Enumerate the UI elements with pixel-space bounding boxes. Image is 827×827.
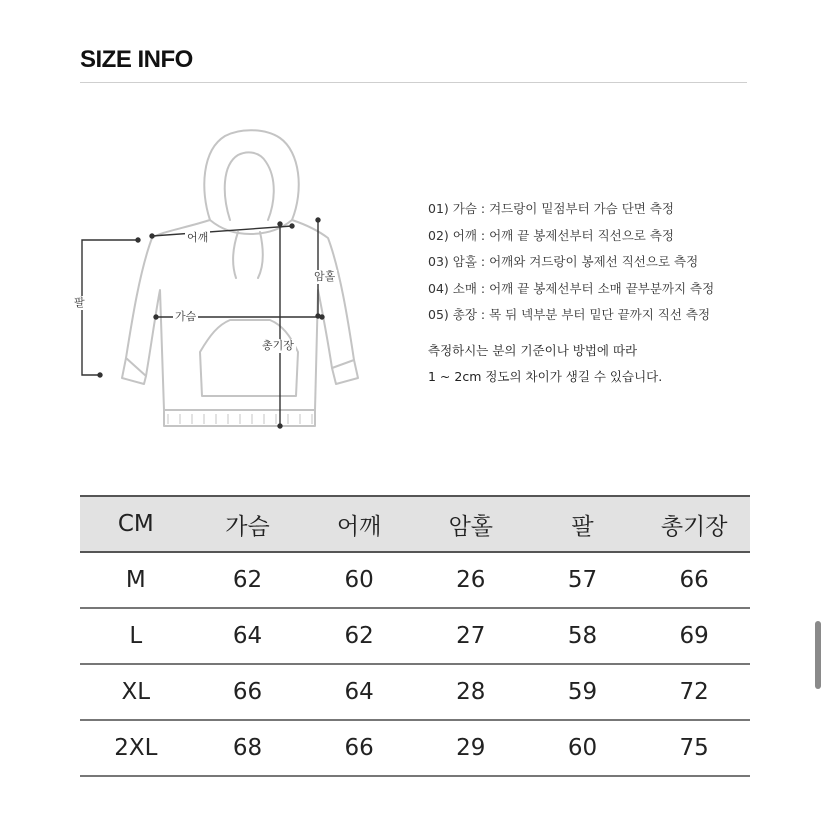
sleeve-label: 팔 bbox=[74, 296, 85, 309]
length-label: 총기장 bbox=[262, 339, 294, 352]
size-table bbox=[80, 495, 750, 777]
sleeve-cell: 58 bbox=[527, 608, 639, 664]
length-cell: 75 bbox=[638, 720, 750, 776]
note-line: 측정하시는 분의 기준이나 방법에 따라 bbox=[428, 343, 638, 358]
length-cell: 72 bbox=[638, 664, 750, 720]
shoulder-cell: 60 bbox=[303, 552, 415, 608]
shoulder-cell: 62 bbox=[303, 608, 415, 664]
sleeve-cell: 60 bbox=[527, 720, 639, 776]
note-line: 1 ~ 2cm 정도의 차이가 생길 수 있습니다. bbox=[428, 369, 663, 384]
shoulder-label: 어깨 bbox=[187, 231, 209, 244]
size-cell: 2XL bbox=[80, 720, 192, 776]
header-chest: 가슴 bbox=[192, 496, 304, 552]
header-length: 총기장 bbox=[638, 496, 750, 552]
header-unit: CM bbox=[80, 496, 192, 552]
scrollbar-thumb[interactable] bbox=[815, 621, 821, 689]
page-title: SIZE INFO bbox=[80, 46, 193, 73]
sleeve-cell: 59 bbox=[527, 664, 639, 720]
shoulder-cell: 66 bbox=[303, 720, 415, 776]
armhole-cell: 26 bbox=[415, 552, 527, 608]
chest-cell: 64 bbox=[192, 608, 304, 664]
header-sleeve: 팔 bbox=[527, 496, 639, 552]
table-row bbox=[80, 720, 750, 776]
hoodie-measurement-diagram bbox=[60, 120, 410, 440]
desc-shoulder: 02) 어깨 : 어깨 끝 봉제선부터 직선으로 측정 bbox=[428, 227, 675, 243]
chest-label: 가슴 bbox=[175, 310, 197, 323]
measurement-note bbox=[428, 338, 662, 390]
desc-length: 05) 총장 : 목 뒤 넥부분 부터 밑단 끝까지 직선 측정 bbox=[428, 307, 711, 322]
length-cell: 66 bbox=[638, 552, 750, 608]
chest-cell: 66 bbox=[192, 664, 304, 720]
size-cell: XL bbox=[80, 664, 192, 720]
sleeve-cell: 57 bbox=[527, 552, 639, 608]
table-row bbox=[80, 608, 750, 664]
header-shoulder: 어깨 bbox=[303, 496, 415, 552]
armhole-cell: 28 bbox=[415, 664, 527, 720]
desc-armhole: 03) 암홀 : 어깨와 겨드랑이 봉제선 직선으로 측정 bbox=[428, 254, 699, 269]
size-cell: L bbox=[80, 608, 192, 664]
table-header-row bbox=[80, 496, 750, 552]
chest-cell: 62 bbox=[192, 552, 304, 608]
desc-sleeve: 04) 소매 : 어깨 끝 봉제선부터 소매 끝부분까지 측정 bbox=[428, 280, 715, 296]
header-armhole: 암홀 bbox=[415, 496, 527, 552]
hoodie-illustration bbox=[60, 120, 410, 440]
length-cell: 69 bbox=[638, 608, 750, 664]
shoulder-cell: 64 bbox=[303, 664, 415, 720]
table-row bbox=[80, 552, 750, 608]
armhole-cell: 29 bbox=[415, 720, 527, 776]
size-cell: M bbox=[80, 552, 192, 608]
desc-chest: 01) 가슴 : 겨드랑이 밑점부터 가슴 단면 측정 bbox=[428, 201, 675, 216]
armhole-cell: 27 bbox=[415, 608, 527, 664]
chest-cell: 68 bbox=[192, 720, 304, 776]
table-row bbox=[80, 664, 750, 720]
armhole-label: 암홀 bbox=[314, 270, 336, 283]
title-divider bbox=[80, 82, 747, 83]
measurement-descriptions bbox=[428, 196, 714, 329]
